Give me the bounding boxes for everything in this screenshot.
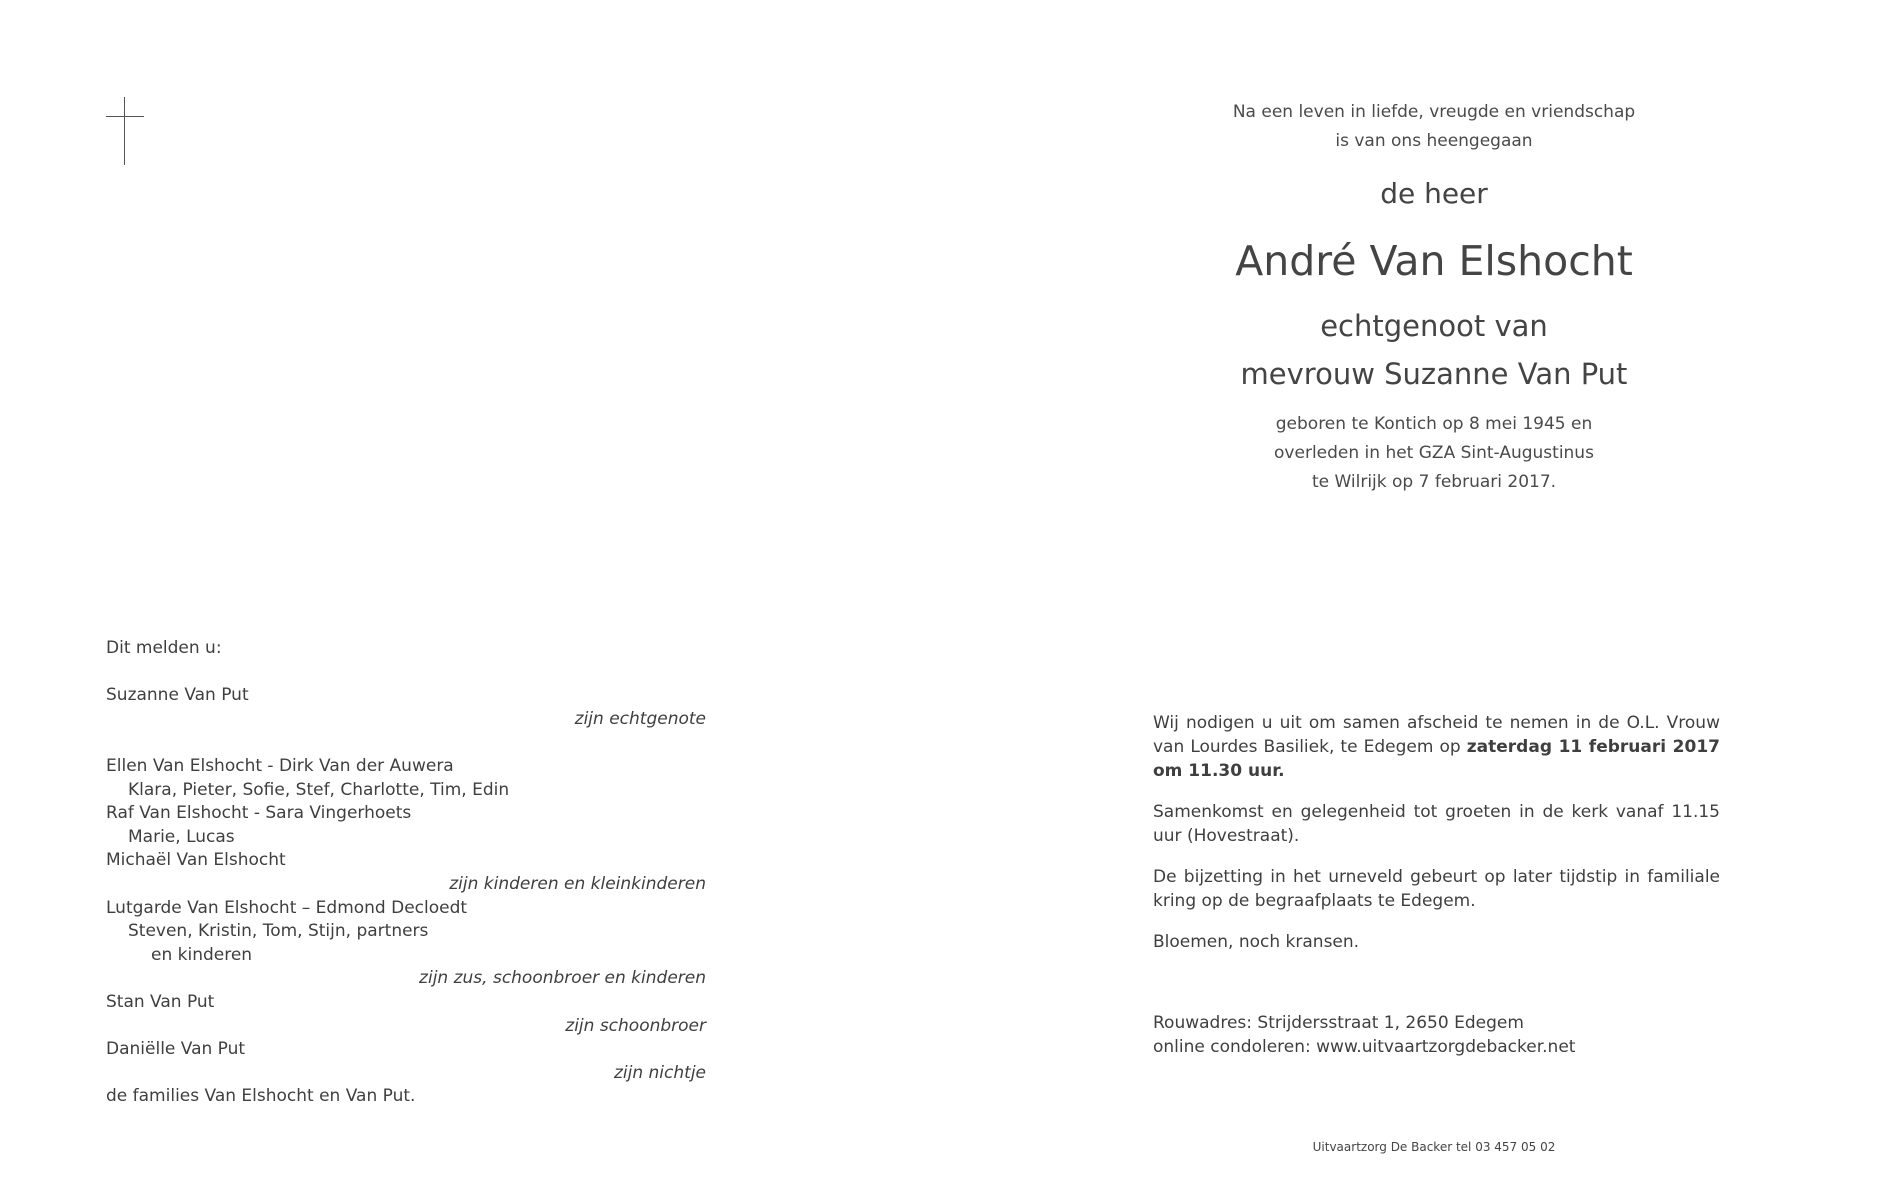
family-member-line: Klara, Pieter, Sofie, Stef, Charlotte, Tim, Edin	[128, 779, 510, 800]
invitation-burial: De bijzetting in het urneveld gebeurt op later tijdstip in familiale kring op de begraafplaats te Edegem.	[1153, 867, 1720, 911]
family-member-line: Michaël Van Elshocht	[106, 850, 286, 871]
relation-label: zijn schoonbroer	[565, 1015, 706, 1036]
ceremony-text: Wij nodigen u uit om samen afscheid te nemen in de O.L. Vrouw van Lourdes Basiliek, te Edegem op	[1153, 713, 1720, 757]
invitation-gathering: Samenkomst en gelegenheid tot groeten in de kerk vanaf 11.15 uur (Hovestraat).	[1153, 802, 1720, 846]
family-member-line: en kinderen	[151, 944, 253, 965]
family-member-line: Marie, Lucas	[128, 826, 235, 847]
cross-vertical-bar	[124, 97, 125, 165]
family-member-line: Stan Van Put	[106, 991, 215, 1012]
family-member-line: Steven, Kristin, Tom, Stijn, partners	[128, 921, 429, 942]
spouse-name: mevrouw Suzanne Van Put	[1240, 357, 1628, 391]
family-lines	[106, 684, 706, 1109]
invitation-ceremony	[1153, 711, 1720, 783]
cross-horizontal-bar	[106, 116, 144, 117]
announcement-block	[1180, 98, 1688, 497]
family-member-line: Suzanne Van Put	[106, 685, 249, 706]
deceased-name: André Van Elshocht	[1235, 237, 1633, 285]
family-member-line: Raf Van Elshocht - Sara Vingerhoets	[106, 803, 412, 824]
spacer	[106, 661, 706, 685]
details-line-3: te Wilrijk op 7 februari 2017.	[1311, 472, 1557, 492]
family-list	[106, 637, 706, 1109]
honorific-title: de heer	[1380, 177, 1488, 210]
invitation-block	[1153, 711, 1720, 1059]
family-member-line: Lutgarde Van Elshocht – Edmond Decloedt	[106, 897, 468, 918]
relation-label: zijn echtgenote	[574, 708, 706, 729]
online-condolence: online condoleren: www.uitvaartzorgdebacker.net	[1153, 1037, 1576, 1057]
mourning-address: Rouwadres: Strijdersstraat 1, 2650 Edegem	[1153, 1013, 1524, 1033]
family-member-line: Ellen Van Elshocht - Dirk Van der Auwera	[106, 755, 454, 776]
flowers-note: Bloemen, noch kransen.	[1153, 932, 1360, 952]
details-line-1: geboren te Kontich op 8 mei 1945 en	[1275, 414, 1593, 434]
birth-death-details	[1180, 410, 1688, 497]
relation-label: zijn kinderen en kleinkinderen	[449, 873, 706, 894]
spacer	[106, 731, 706, 755]
funeral-home-footer: Uitvaartzorg De Backer tel 03 457 05 02	[1312, 1140, 1556, 1154]
relation-label: zijn nichtje	[613, 1062, 706, 1083]
family-heading: Dit melden u:	[106, 638, 222, 658]
relation-label: zijn zus, schoonbroer en kinderen	[419, 968, 706, 989]
cross-icon	[106, 97, 146, 167]
relation-text: echtgenoot van	[1320, 309, 1548, 343]
family-member-line: Daniëlle Van Put	[106, 1039, 246, 1060]
contact-info	[1153, 1011, 1720, 1059]
details-line-2: overleden in het GZA Sint-Augustinus	[1274, 443, 1594, 463]
intro-line-2: is van ons heengegaan	[1335, 131, 1533, 151]
family-member-line: de families Van Elshocht en Van Put.	[106, 1086, 416, 1107]
intro-line-1: Na een leven in liefde, vreugde en vriendschap	[1232, 102, 1636, 122]
ceremony-date: zaterdag 11 februari 2017 om 11.30 uur.	[1153, 737, 1720, 781]
